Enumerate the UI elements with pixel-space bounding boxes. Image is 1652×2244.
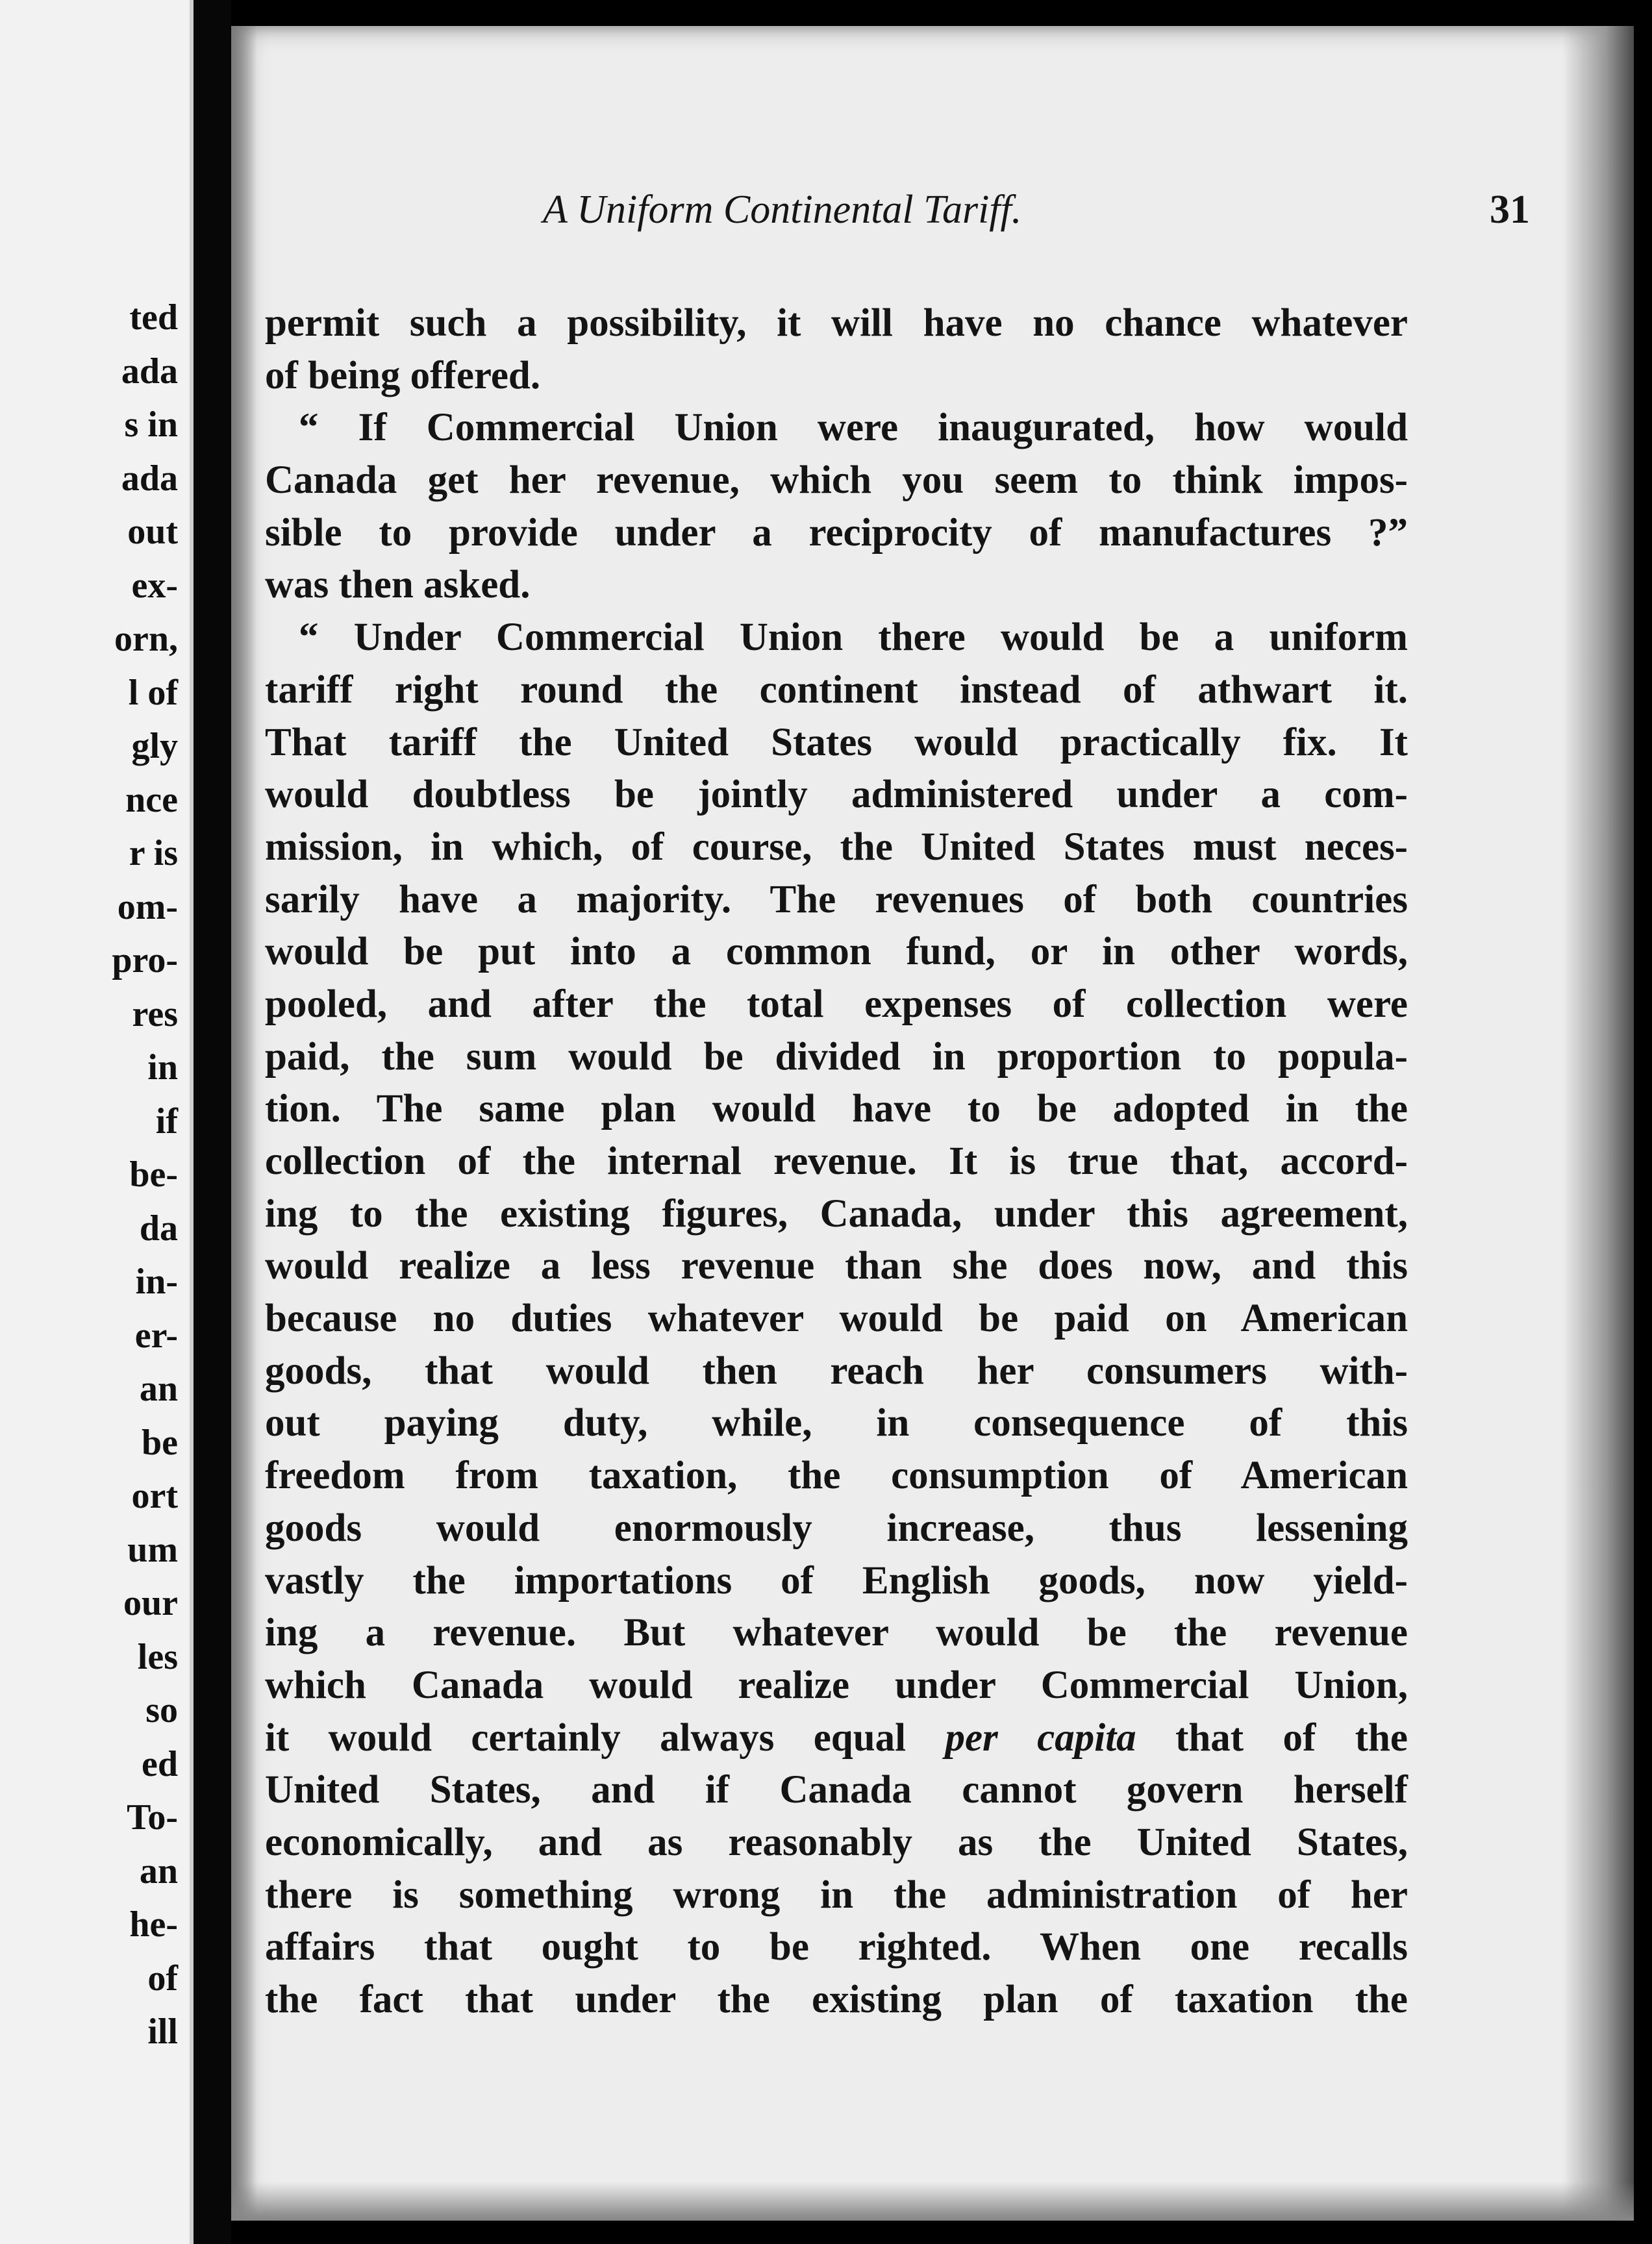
facing-page-fragment-line: r is bbox=[129, 833, 178, 873]
text-line: goods, that would then reach her consumers with- bbox=[265, 1349, 1408, 1393]
text-line: tion. The same plan would have to be adopted in the bbox=[265, 1087, 1408, 1131]
text-line: permit such a possibility, it will have no chance whatever bbox=[265, 301, 1408, 345]
facing-page-fragment-line: s in bbox=[124, 405, 178, 445]
text-line: would realize a less revenue than she does now, and this bbox=[265, 1244, 1408, 1288]
text-line: pooled, and after the total expenses of collection were bbox=[265, 982, 1408, 1026]
text-line: “ Under Commercial Union there would be a uniform bbox=[299, 616, 1408, 660]
facing-page-fragment-line: in bbox=[147, 1047, 178, 1088]
text-line: Canada get her revenue, which you seem to think impos- bbox=[265, 458, 1408, 503]
facing-page-fragment-line: an bbox=[139, 1369, 178, 1409]
text-line: “ If Commercial Union were inaugurated, how would bbox=[299, 406, 1408, 450]
facing-page-fragment-line: our bbox=[123, 1583, 178, 1623]
facing-page-fragment-line: gly bbox=[131, 726, 178, 766]
facing-page-fragment-line: ex- bbox=[131, 565, 178, 606]
text-line: because no duties whatever would be paid on American bbox=[265, 1297, 1408, 1341]
text-line: paid, the sum would be divided in proportion to popula- bbox=[265, 1034, 1408, 1078]
facing-page-fragment-line: pro- bbox=[112, 940, 178, 980]
facing-page-fragment-line: ed bbox=[142, 1743, 178, 1784]
facing-page-fragment-line: out bbox=[127, 512, 178, 552]
facing-page-fragment-line: ill bbox=[147, 2012, 178, 2052]
body-text bbox=[265, 297, 1408, 2026]
page-right-shadow bbox=[1562, 26, 1634, 2221]
facing-page-fragment-line: To- bbox=[127, 1797, 178, 1838]
text-line: out paying duty, while, in consequence of this bbox=[265, 1401, 1408, 1445]
text-segment: it would certainly always equal bbox=[265, 1715, 945, 1760]
facing-page-fragment bbox=[0, 0, 194, 2244]
text-line: was then asked. bbox=[265, 563, 531, 607]
facing-page-fragment-line: um bbox=[127, 1529, 178, 1570]
text-line bbox=[265, 1712, 1408, 1765]
text-line: mission, in which, of course, the United States must neces- bbox=[265, 825, 1408, 869]
facing-page-fragment-line: ada bbox=[121, 458, 178, 499]
facing-page-fragment-line: nce bbox=[125, 779, 178, 820]
text-line: the fact that under the existing plan of taxation the bbox=[265, 1978, 1408, 2021]
text-line: That tariff the United States would practically fix. It bbox=[265, 720, 1408, 764]
facing-page-fragment-line: ted bbox=[129, 297, 178, 338]
book-gutter bbox=[194, 0, 231, 2244]
italic-phrase: per capita bbox=[945, 1715, 1136, 1760]
text-segment: that of the bbox=[1136, 1715, 1408, 1760]
facing-page-fragment-line: da bbox=[139, 1208, 178, 1249]
text-line: collection of the internal revenue. It is true that, accord- bbox=[265, 1140, 1408, 1183]
facing-page-fragment-line: he- bbox=[129, 1904, 178, 1945]
facing-page-fragment-line: be bbox=[142, 1422, 178, 1463]
text-line: would be put into a common fund, or in other words, bbox=[265, 930, 1408, 974]
text-line: sible to provide under a reciprocity of manufactures ?” bbox=[265, 510, 1408, 555]
page-left-shadow bbox=[231, 26, 257, 2221]
facing-page-fragment-line: of bbox=[147, 1958, 178, 1999]
facing-page-fragment-line: so bbox=[145, 1690, 178, 1730]
text-line: which Canada would realize under Commercial Union, bbox=[265, 1663, 1408, 1707]
text-line: economically, and as reasonably as the United States, bbox=[265, 1820, 1408, 1864]
facing-page-fragment-line: if bbox=[155, 1101, 178, 1141]
text-line: freedom from taxation, the consumption of American bbox=[265, 1454, 1408, 1498]
text-line: there is something wrong in the administration of her bbox=[265, 1873, 1408, 1917]
text-line: would doubtless be jointly administered under a com- bbox=[265, 773, 1408, 817]
text-line: sarily have a majority. The revenues of both countries bbox=[265, 877, 1408, 921]
facing-page-fragment-line: be- bbox=[129, 1154, 178, 1195]
facing-page-fragment-line: res bbox=[132, 993, 178, 1034]
facing-page-fragment-line: orn, bbox=[114, 619, 178, 659]
facing-page-fragment-line: er- bbox=[134, 1315, 178, 1356]
facing-page-fragment-line: l of bbox=[128, 672, 178, 713]
facing-page-fragment-line: ort bbox=[131, 1476, 178, 1516]
book-page bbox=[231, 26, 1634, 2221]
facing-page-text-column bbox=[48, 291, 178, 2059]
text-line: vastly the importations of English goods, now yield- bbox=[265, 1558, 1408, 1602]
text-line: United States, and if Canada cannot govern herself bbox=[265, 1768, 1408, 1812]
page-bottom-shadow bbox=[231, 2182, 1634, 2221]
text-line: affairs that ought to be righted. When one recalls bbox=[265, 1925, 1408, 1969]
facing-page-fragment-line: les bbox=[137, 1636, 178, 1677]
facing-page-fragment-line: om- bbox=[117, 886, 178, 927]
text-line: ing a revenue. But whatever would be the revenue bbox=[265, 1611, 1408, 1655]
facing-page-fragment-line: an bbox=[139, 1851, 178, 1891]
text-line: tariff right round the continent instead of athwart it. bbox=[265, 667, 1408, 712]
text-line: of being offered. bbox=[265, 353, 541, 397]
text-line: goods would enormously increase, thus lessening bbox=[265, 1506, 1408, 1550]
running-head-title: A Uniform Continental Tariff. bbox=[543, 188, 1022, 232]
facing-page-fragment-line: in- bbox=[135, 1262, 178, 1302]
text-line: ing to the existing figures, Canada, under this agreement, bbox=[265, 1191, 1408, 1236]
facing-page-fragment-line: ada bbox=[121, 351, 178, 392]
page-number: 31 bbox=[1490, 188, 1530, 232]
